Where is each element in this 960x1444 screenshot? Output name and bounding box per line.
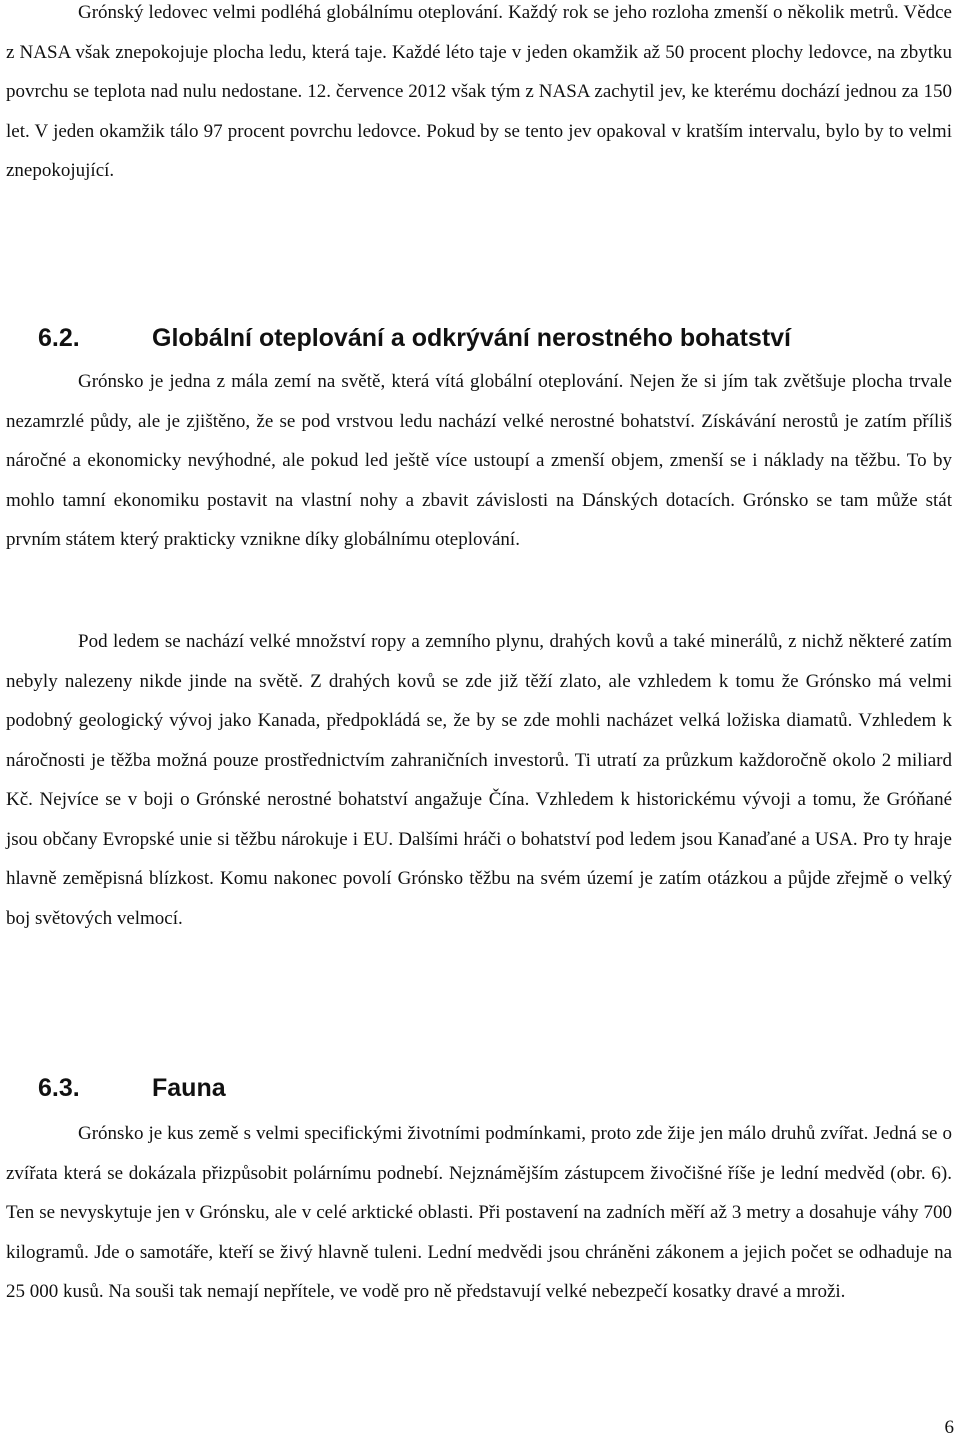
paragraph-mineral-wealth-details: Pod ledem se nachází velké množství ropy a zemního plynu, drahých kovů a také minerálů, z nichž některé zatím nebyly nalezeny nikde jinde na světě. Z drahých kovů se zde již těží zlato, ale vzhledem k tomu že Grónsko má velmi podobný geologický vývoj jako Kanada, předpokládá se, že by se zde mohli nacházet velká ložiska diamatů. Vzhledem k náročnosti je těžba možná pouze prostřednictvím zahraničních investorů. Ti utratí za průzkum každoročně okolo 2 miliard Kč. Nejvíce se v boji o Grónské nerostné bohatství angažuje Čína. Vzhledem k historickému vývoji a tomu, že Gróňané jsou občany Evropské unie si těžbu nárokuje i EU. Dalšími hráči o bohatství pod ledem jsou Kanaďané a USA. Pro ty hraje hlavně zeměpisná blízkost. Komu nakonec povolí Grónsko těžbu na svém území je zatím otázkou a půjde zřejmě o velký boj světových velmocí.	[6, 631, 952, 929]
paragraph-mineral-wealth-intro: Grónsko je jedna z mála zemí na světě, která vítá globální oteplování. Nejen že si jím tak zvětšuje plocha trvale nezamrzlé půdy, ale je zjištěno, že se pod vrstvou ledu nachází velké nerostné bohatství. Získávání nerostů je zatím příliš náročné a ekonomicky nevýhodné, ale pokud led ještě více ustoupí a zmenší objem, zmenší se i náklady na těžbu. To by mohlo tamní ekonomiku postavit na vlastní nohy a zbavit závislosti na Dánských dotacích. Grónsko se tam může stát prvním státem který prakticky vznikne díky globálnímu oteplování.	[6, 371, 952, 550]
paragraph-greenland-ice-melting: Grónský ledovec velmi podléhá globálnímu oteplování. Každý rok se jeho rozloha zmenší o několik metrů. Vědce z NASA však znepokojuje plocha ledu, která taje. Každé léto taje v jeden okamžik až 50 procent plochy ledovce, na zbytku povrchu se teplota nad nulu nedostane. 12. července 2012 však tým z NASA zachytil jev, ke kterému dochází jednou za 150 let. V jeden okamžik tálo 97 procent povrchu ledovce. Pokud by se tento jev opakoval v kratším intervalu, bylo by to velmi znepokojující.	[6, 2, 952, 181]
section-number: 6.3.	[38, 1074, 80, 1102]
page-number: 6	[944, 1417, 954, 1438]
section-heading-6-2	[38, 323, 791, 353]
section-title: Fauna	[152, 1074, 226, 1102]
section-title: Globální oteplování a odkrývání nerostného bohatství	[152, 324, 791, 352]
section-number: 6.2.	[38, 324, 80, 352]
section-heading-6-3	[38, 1073, 226, 1103]
paragraph-fauna: Grónsko je kus země s velmi specifickými životními podmínkami, proto zde žije jen málo druhů zvířat. Jedná se o zvířata která se dokázala přizpůsobit polárnímu podnebí. Nejznámějším zástupcem živočišné říše je lední medvěd (obr. 6). Ten se nevyskytuje jen v Grónsku, ale v celé arktické oblasti. Při postavení na zadních měří až 3 metry a dosahuje váhy 700 kilogramů. Jde o samotáře, kteří se živý hlavně tuleni. Lední medvědi jsou chráněni zákonem a jejich počet se odhaduje na 25 000 kusů. Na souši tak nemají nepřítele, ve vodě pro ně představují velké nebezpečí kosatky dravé a mroži.	[6, 1123, 952, 1302]
